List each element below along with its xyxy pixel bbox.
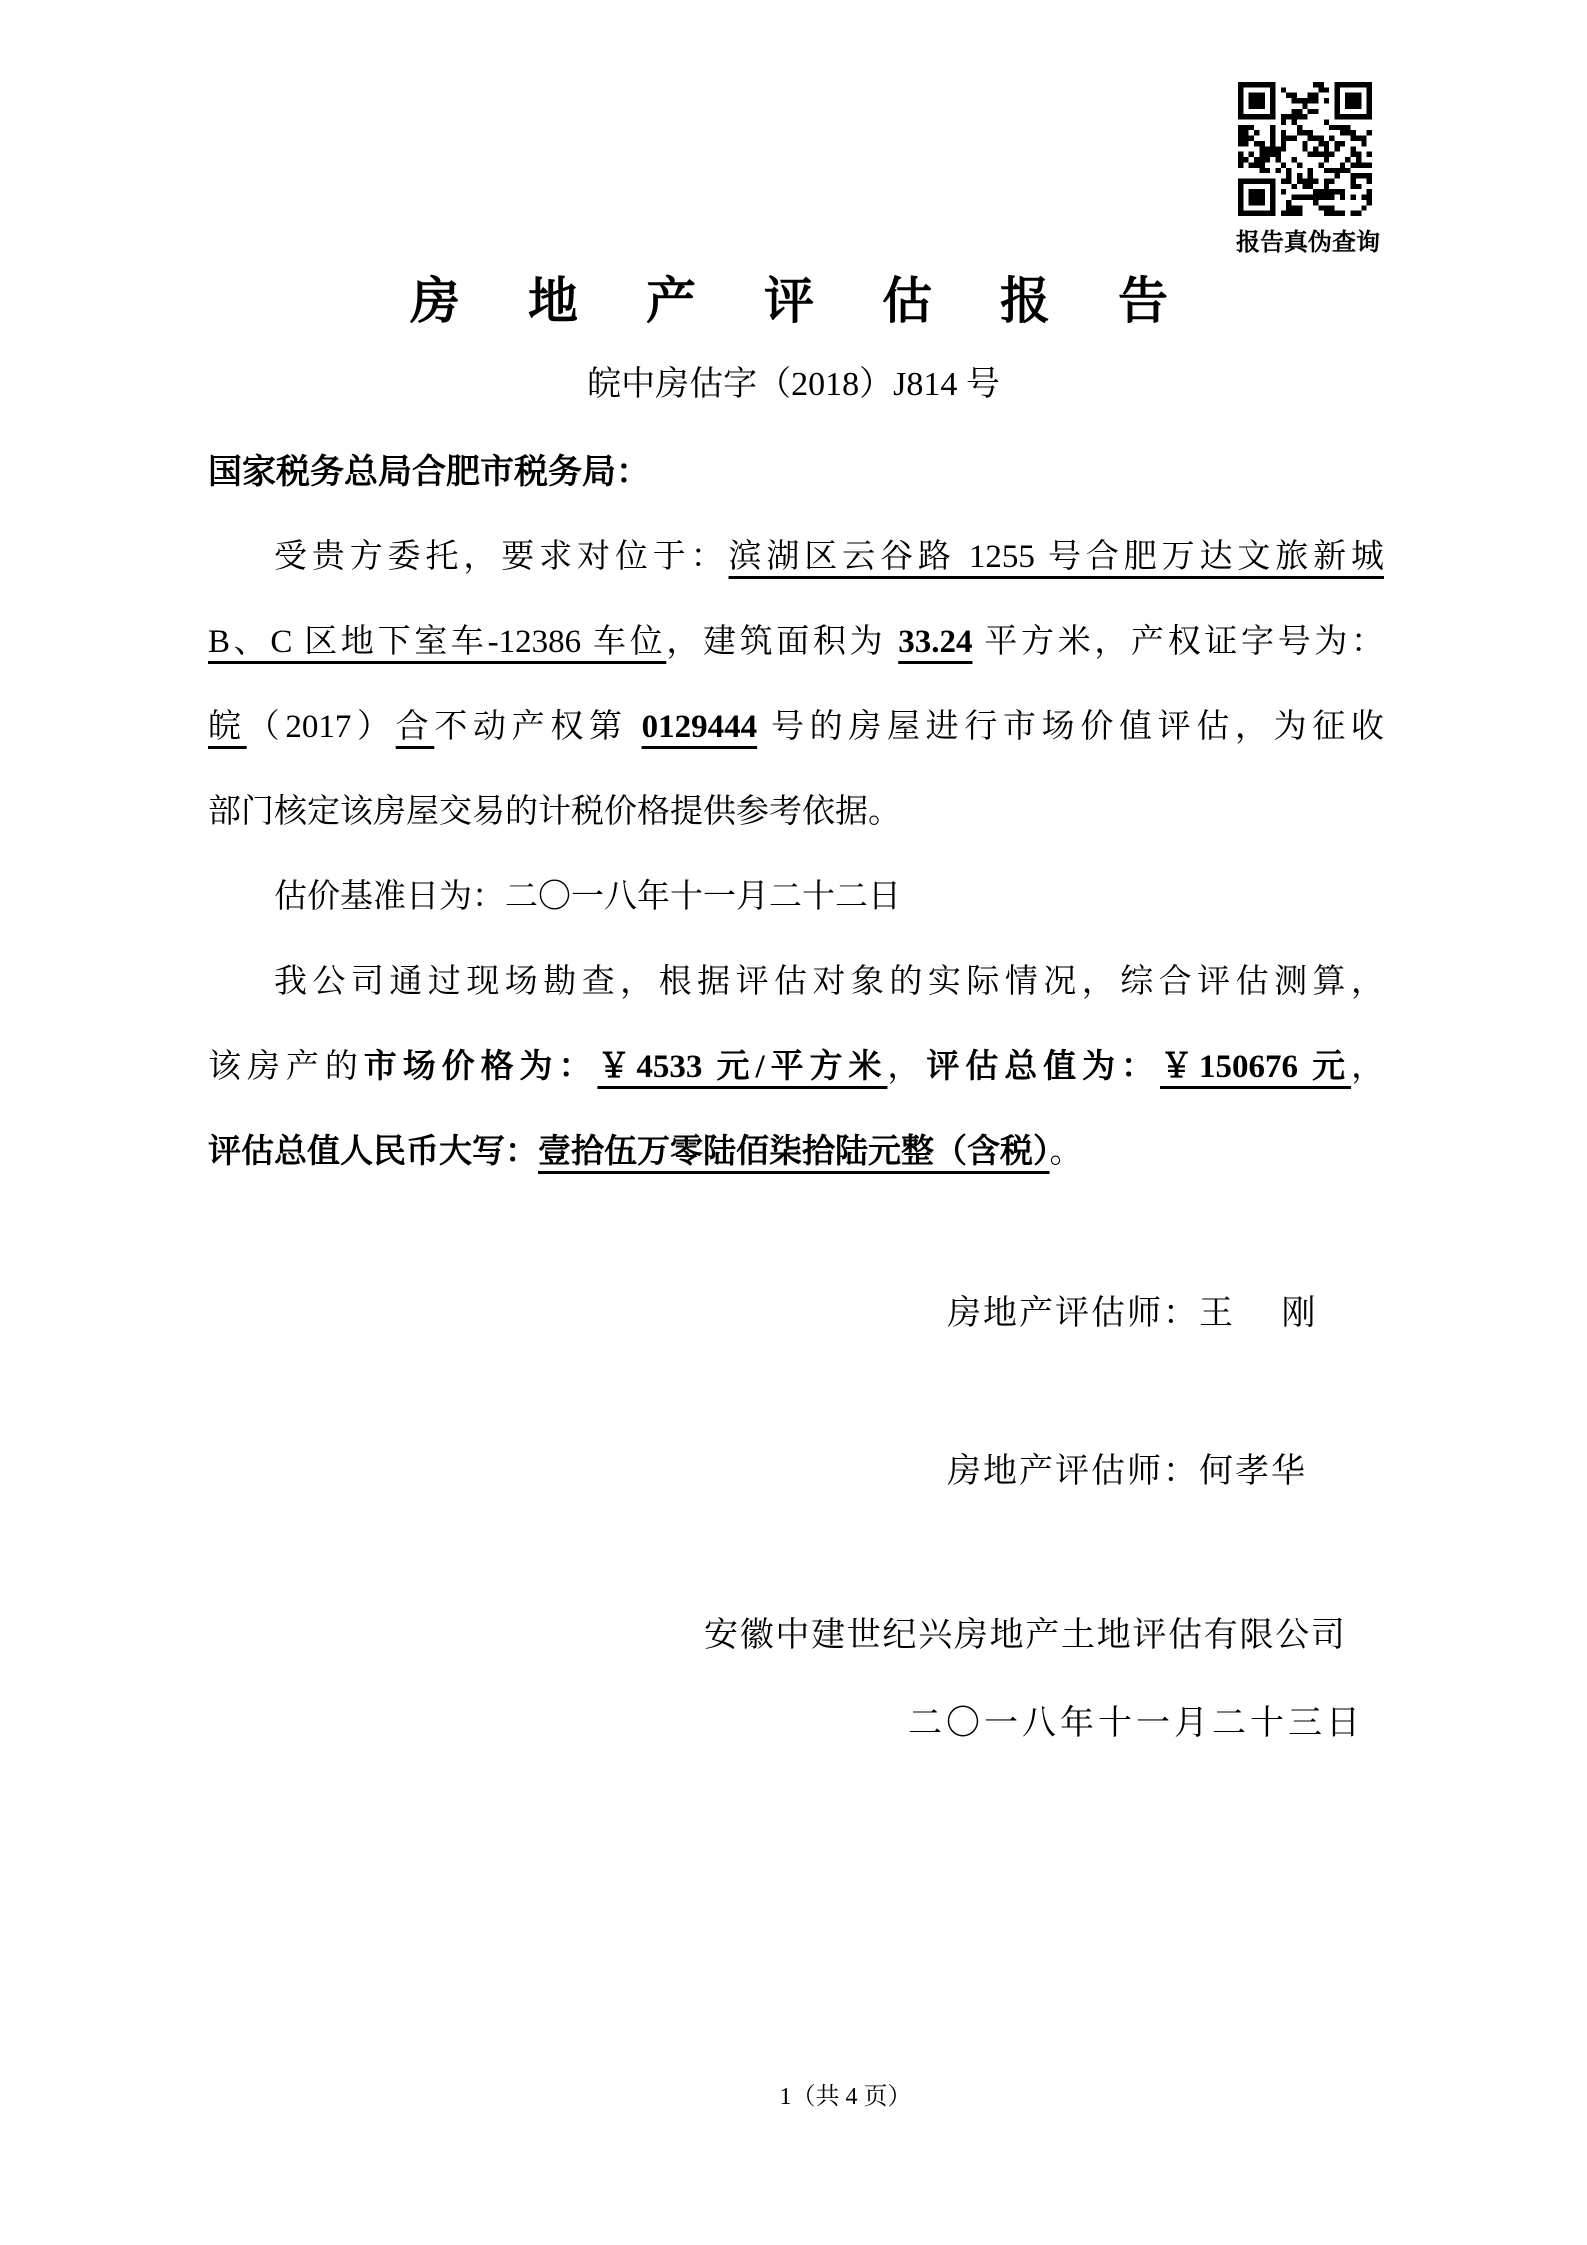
text-run: 部门核定该房屋交易的计税价格提供参考依据。 [208,794,901,830]
qr-code-icon [1238,82,1372,216]
company-name: 安徽中建世纪兴房地产土地评估有限公司 [704,1617,1347,1654]
text-run: 滨湖区云谷路 1255 号合肥万达文旅新城 [728,539,1384,575]
text-run: ， [887,1049,927,1085]
text-run: ， [1351,1049,1385,1085]
issue-date: 二〇一八年十一月二十三日 [908,1705,1364,1742]
text-run: 评估总值人民币大写： [208,1134,538,1170]
body-line [208,855,1384,940]
text-run: B、C 区地下室车-12386 车位 [208,624,667,660]
body-text [208,515,1384,1195]
text-run: 我公司通过现场勘查，根据评估对象的实际情况，综合评估测算， [274,964,1384,1000]
body-line [208,1025,1384,1110]
text-run: （2017） [246,709,396,745]
body-line [208,515,1384,600]
text-run: ￥4533 元/平方米 [597,1049,888,1085]
text-run: 合 [395,709,435,745]
body-line [208,685,1384,770]
text-run: 0129444 [641,709,758,745]
appraiser-signature-1: 房地产评估师：王 刚 [947,1295,1318,1332]
page-footer [0,2083,1587,2112]
text-run: 皖 [208,709,247,745]
text-run: 。 [1049,1134,1083,1170]
report-title: 房 地 产 评 估 报 告 [410,273,1177,329]
addressee: 国家税务总局合肥市税务局： [208,454,650,491]
body-line [208,1110,1384,1195]
text-run: ，建筑面积为 [666,624,899,660]
text-run: 壹拾伍万零陆佰柒拾陆元整（含税） [538,1134,1050,1170]
text-run: 平方米，产权证字号为： [972,624,1385,660]
text-run: 受贵方委托，要求对位于： [274,539,729,575]
body-line [208,940,1384,1025]
text-run: 估价基准日为：二〇一八年十一月二十二日 [274,879,901,915]
text-run: ￥150676 元 [1160,1049,1352,1085]
text-run: 市场价格为： [363,1049,598,1085]
text-run: 该房产的 [208,1049,364,1085]
text-run: 不动产权第 [434,709,642,745]
document-number: 皖中房估字（2018）J814 号 [587,366,1000,403]
text-run: 33.24 [898,624,973,660]
body-line [208,600,1384,685]
qr-verify-label: 报告真伪查询 [1236,230,1380,256]
text-run: 评估总值为： [926,1049,1160,1085]
body-line [208,770,1384,855]
text-run: 号的房屋进行市场价值评估，为征收 [757,709,1385,745]
page-number: 1（共 4 页） [779,2084,912,2110]
appraiser-signature-2: 房地产评估师：何孝华 [947,1453,1307,1490]
